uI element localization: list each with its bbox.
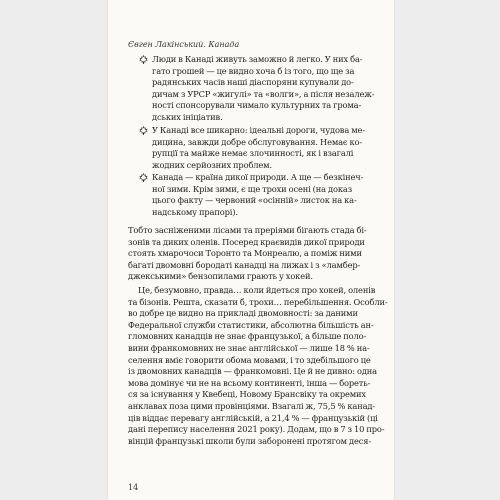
bullet-line: рупції та майже немає злочинності, як і взагалі bbox=[152, 148, 354, 159]
paragraph-line: джекськими» бензопилами грають у хокей. bbox=[128, 271, 313, 282]
paragraph-line: Федеральної служби статистики, абсолютна більшість ан- bbox=[128, 319, 374, 330]
paragraph-line: зонів та диких оленів. Посеред краєвидів дикої природи bbox=[128, 236, 365, 247]
book-page bbox=[108, 0, 394, 500]
bullet-line: дицина, завжди добре обслуговування. Немає ко- bbox=[152, 136, 363, 147]
paragraph-line: стоять хмарочоси Торонто та Монреалю, а поміж ними bbox=[128, 248, 362, 259]
paragraph-line: мова домінує чи не на всьому континенті, інша — бореть- bbox=[128, 377, 371, 388]
bullet-line: Канада — країна дикої природи. А ще — безкінеч- bbox=[152, 172, 364, 182]
page-number: 14 bbox=[128, 483, 139, 492]
bullet-item-1 bbox=[152, 54, 377, 124]
bullet-line: дичам з УРСР «жигулі» та «волги», а після незалеж- bbox=[152, 88, 375, 99]
paragraph-line: із двомовних канадців — франкомовні. Це й не дивно: одна bbox=[128, 366, 377, 377]
paragraph-2 bbox=[128, 285, 388, 447]
maple-leaf-icon bbox=[139, 173, 148, 182]
paragraph-line: вінцій французькі школи були заборонені протягом деся- bbox=[128, 435, 372, 446]
paragraph-1 bbox=[128, 225, 383, 283]
paragraph-line: та бізонів. Решта, сказати б, трохи… перебільшення. Особли- bbox=[128, 296, 388, 307]
bullet-line: Люди в Канаді живуть заможно й легко. У них ба- bbox=[152, 54, 363, 64]
bullet-line: У Канаді все шикарно: ідеальні дороги, чудова ме- bbox=[152, 125, 365, 135]
maple-leaf-icon bbox=[139, 55, 148, 64]
bullet-line: жодних серйозних проблем. bbox=[152, 159, 272, 170]
paragraph-line: вини франкомовних не знає англійської — лише 18 % на- bbox=[128, 342, 370, 353]
paragraph-line: селення вміє говорити обома мовами, і то здебільшого це bbox=[128, 354, 371, 365]
paragraph-line: ців віддає перевагу англійській, а 21,4 % — французькій (ці bbox=[128, 412, 378, 423]
paragraph-line: ся за існування у Квебеці, Новому Брансвіку та окремих bbox=[128, 389, 366, 400]
running-head: Євген Лакінський. Канада bbox=[128, 40, 240, 49]
bullet-line: гато грошей — це видно хоча б із того, що ще за bbox=[152, 65, 355, 76]
bullet-line: дських ініціатив. bbox=[152, 111, 223, 122]
bullet-line: цього факту — червоний «осінній» листок на ка- bbox=[152, 195, 357, 206]
bullet-line: надському прапорі). bbox=[152, 206, 238, 217]
paragraph-line: гломовних канадців не знає французької, а більше поло- bbox=[128, 331, 367, 342]
paragraph-line: багаті двомовні бородаті канадці на лижах і з «ламбер- bbox=[128, 259, 361, 270]
paragraph-line: Тобто засніженими лісами та преріями бігають стада бі- bbox=[128, 225, 367, 235]
bullet-item-2 bbox=[152, 125, 377, 171]
paragraph-line: дані перепису населення 2021 року). Додам, що в 7 з 10 про- bbox=[128, 424, 385, 435]
paragraph-line: во добре це видно на прикладі двомовності: за даними bbox=[128, 308, 358, 319]
paragraph-line: анклавах поза цими провінціями. Взагалі ж, 75,5 % канад- bbox=[128, 400, 375, 411]
bullet-line: ної зими. Крім зими, є ще трохи осені (на доказ bbox=[152, 183, 353, 194]
maple-leaf-icon bbox=[139, 126, 148, 135]
paragraph-line: Це, безумовно, правда… коли йдеться про хокей, оленів bbox=[138, 285, 376, 295]
bullet-line: ності спонсорували чимало культурних та грома- bbox=[152, 100, 362, 111]
bullet-item-3 bbox=[152, 172, 377, 218]
bullet-line: радянських часів наші діаспоряни купували до- bbox=[152, 77, 354, 88]
